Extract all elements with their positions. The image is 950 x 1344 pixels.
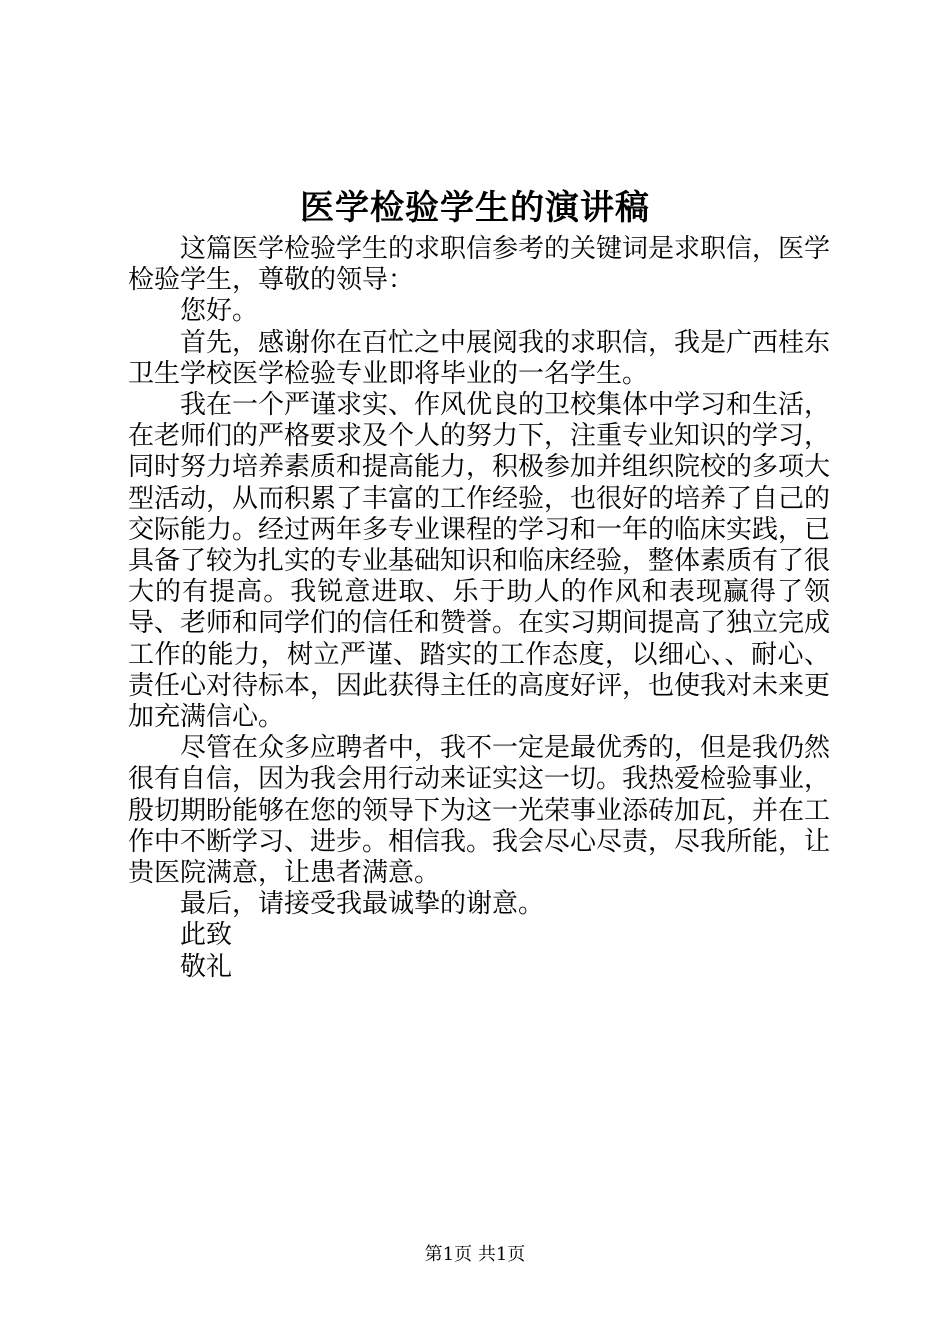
paragraph-closing-2: 敬礼	[180, 951, 233, 982]
page-title: 医学检验学生的演讲稿	[300, 188, 650, 228]
document-body	[128, 234, 830, 983]
paragraph-experience: 我在一个严谨求实、作风优良的卫校集体中学习和生活，在老师们的严格要求及个人的努力下，注重专业知识的学习，同时努力培养素质和提高能力，积极参加并组织院校的多项大型活动，从而积累了丰富的工作经验，也很好的培养了自己的交际能力。经过两年多专业课程的学习和一年的临床实践，已具备了较为扎实的专业基础知识和临床经验，整体素质有了很大的有提高。我锐意进取、乐于助人的作风和表现赢得了领导、老师和同学们的信任和赞誉。在实习期间提高了独立完成工作的能力，树立严谨、踏实的工作态度，以细心、、耐心、责任心对待标本，因此获得主任的高度好评，也使我对未来更加充满信心。	[128, 390, 831, 733]
paragraph-closing-1: 此致	[180, 920, 233, 951]
paragraph-thanks: 最后，请接受我最诚挚的谢意。	[180, 889, 545, 920]
paragraph-intro: 这篇医学检验学生的求职信参考的关键词是求职信，医学检验学生，尊敬的领导：	[128, 234, 831, 296]
page-footer: 第1页 共1页	[424, 1244, 526, 1265]
paragraph-opening: 首先，感谢你在百忙之中展阅我的求职信，我是广西桂东卫生学校医学检验专业即将毕业的一名学生。	[128, 327, 831, 389]
paragraph-greeting: 您好。	[180, 296, 259, 327]
paragraph-confidence: 尽管在众多应聘者中，我不一定是最优秀的，但是我仍然很有自信，因为我会用行动来证实这一切。我热爱检验事业，殷切期盼能够在您的领导下为这一光荣事业添砖加瓦，并在工作中不断学习、进步。相信我。我会尽心尽责，尽我所能，让贵医院满意，让患者满意。	[128, 733, 831, 889]
